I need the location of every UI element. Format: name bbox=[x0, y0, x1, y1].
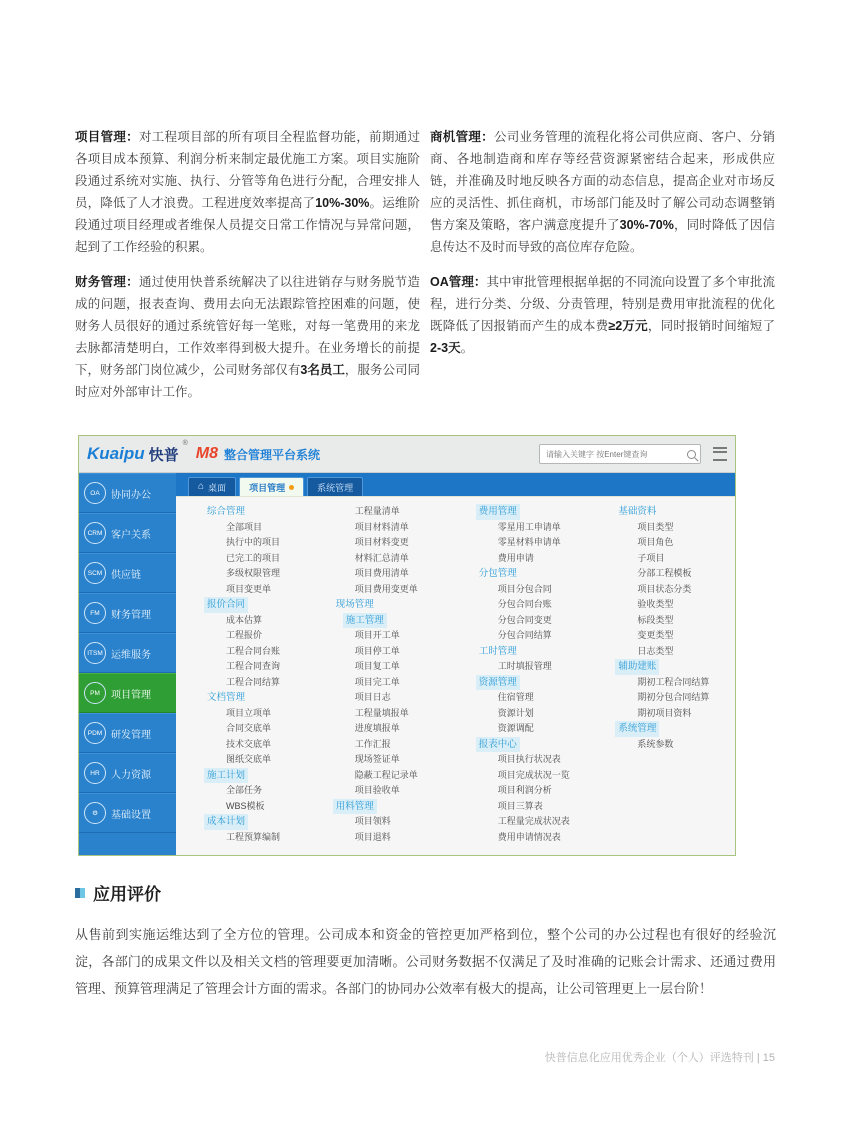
menu-category-辅助建账: 辅助建账 bbox=[615, 659, 659, 675]
menu-category-资源管理: 资源管理 bbox=[476, 675, 520, 691]
menu-item-零星用工申请单[interactable]: 零星用工申请单 bbox=[497, 521, 561, 532]
article-column-right bbox=[430, 126, 775, 416]
menu-item-材料汇总清单[interactable]: 材料汇总清单 bbox=[354, 552, 409, 563]
tab-项目管理[interactable] bbox=[239, 477, 304, 496]
article-columns bbox=[75, 126, 775, 416]
menu-item-执行中的项目[interactable]: 执行中的项目 bbox=[226, 537, 281, 547]
tab-桌面[interactable] bbox=[188, 477, 236, 496]
menu-item-项目执行状况表[interactable]: 项目执行状况表 bbox=[497, 754, 561, 764]
fm-module-icon: FM bbox=[84, 602, 106, 624]
article-bold-text: 3名员工 bbox=[300, 363, 345, 377]
app-header bbox=[79, 436, 735, 473]
search-box bbox=[539, 444, 701, 464]
menu-item-进度填报单[interactable]: 进度填报单 bbox=[354, 723, 400, 733]
kuaipu-m8-screenshot bbox=[78, 435, 736, 856]
menu-item-项目完成状况一览[interactable]: 项目完成状况一览 bbox=[497, 769, 570, 780]
tab-bar bbox=[176, 473, 735, 496]
menu-item-住宿管理[interactable]: 住宿管理 bbox=[497, 692, 534, 702]
sidebar-item-label: 客户关系 bbox=[111, 529, 151, 541]
menu-group bbox=[476, 737, 610, 846]
tab-active-marker bbox=[289, 485, 294, 490]
menu-group bbox=[476, 504, 610, 566]
article-text: 公司业务管理的流程化将公司供应商、客户、分销商、各地制造商和库存等经营资源紧密结合起来，形成供应链，并准确及时地反映各方面的动态信息，提高企业对市场反应的灵活性、抓住商机，市场部门能及时了解公司动态调整销售方案及策略，客户满意度提升了 bbox=[430, 130, 775, 232]
article-text: 。运维阶段通过项目经理或者维保人员提交日常工作情况与异常问题，起到了工作经验的积累。 bbox=[75, 196, 420, 254]
sidebar-item-协同办公[interactable] bbox=[79, 473, 176, 513]
menu-item-合同交底单[interactable]: 合同交底单 bbox=[226, 723, 272, 733]
article-column-left bbox=[75, 126, 420, 416]
section-bullet-icon bbox=[75, 888, 85, 898]
registered-mark: ® bbox=[182, 440, 188, 447]
sidebar-item-label: 供应链 bbox=[111, 569, 141, 581]
menu-group bbox=[615, 721, 725, 752]
article-text: 对工程项目部的所有项目全程监督功能，前期通过各项目成本预算、利润分析来制定最优施工方案。项目实施阶段通过系统对实施、执行、分管等角色进行分配，合理安排人员，降低了人才浪费。工程进度效率提高了 bbox=[75, 130, 420, 210]
menu-item-项目分包合同[interactable]: 项目分包合同 bbox=[497, 583, 552, 594]
article-paragraph bbox=[430, 271, 775, 359]
sidebar-item-label: 项目管理 bbox=[111, 689, 151, 701]
menu-item-项目费用变更单[interactable]: 项目费用变更单 bbox=[354, 583, 418, 594]
review-body: 从售前到实施运维达到了全方位的管理。公司成本和资金的管控更加严格到位，整个公司的办公过程也有很好的经验沉淀，各部门的成果文件以及相关文档的管理要更加清晰。公司财务数据不仅满足了及时准确的记账会计需求、还通过费用管理、预算管理满足了管理会计方面的需求。各部门的协同办公效率有极大的提高，让公司管理更上一层台阶！ bbox=[75, 927, 776, 996]
menu-category-综合管理: 综合管理 bbox=[207, 506, 246, 517]
search-input[interactable] bbox=[544, 449, 684, 460]
menu-item-全部任务[interactable]: 全部任务 bbox=[226, 785, 263, 795]
crm-module-icon: CRM bbox=[84, 522, 106, 544]
sidebar-item-客户关系[interactable] bbox=[79, 513, 176, 553]
article-bold-text: 商机管理： bbox=[430, 130, 494, 144]
article-text: 。 bbox=[460, 341, 474, 355]
menu-item-项目验收单[interactable]: 项目验收单 bbox=[354, 785, 400, 795]
article-text: ，服务公司同时应对外部审计工作。 bbox=[75, 363, 420, 399]
menu-item-分包合同台账[interactable]: 分包合同台账 bbox=[497, 599, 552, 609]
menu-column-3 bbox=[476, 504, 610, 851]
menu-category-系统管理: 系统管理 bbox=[615, 721, 659, 737]
menu-category-文档管理: 文档管理 bbox=[207, 692, 246, 703]
logo-product: M8 bbox=[195, 445, 219, 462]
menu-column-2 bbox=[333, 504, 470, 851]
tab-系统管理[interactable] bbox=[307, 477, 363, 496]
menu-item-费用申请[interactable]: 费用申请 bbox=[497, 552, 534, 563]
sidebar-item-label: 运维服务 bbox=[111, 649, 151, 661]
review-heading bbox=[75, 880, 776, 905]
pdm-module-icon: PDM bbox=[84, 722, 106, 744]
menu-group bbox=[615, 504, 725, 659]
article-paragraph bbox=[75, 271, 420, 403]
menu-category-现场管理: 现场管理 bbox=[335, 599, 374, 610]
menu-item-期初项目资料[interactable]: 期初项目资料 bbox=[637, 707, 692, 718]
menu-item-工程合同结算[interactable]: 工程合同结算 bbox=[226, 676, 281, 687]
menu-item-项目停工单[interactable]: 项目停工单 bbox=[354, 645, 400, 656]
menu-item-工程合同台账[interactable]: 工程合同台账 bbox=[226, 645, 281, 656]
menu-item-项目变更单[interactable]: 项目变更单 bbox=[226, 583, 272, 594]
menu-item-工程报价[interactable]: 工程报价 bbox=[226, 630, 263, 640]
article-bold-text: ≥2万元 bbox=[608, 319, 648, 333]
menu-group bbox=[615, 659, 725, 721]
oa-module-icon: OA bbox=[84, 482, 106, 504]
sidebar-item-财务管理[interactable] bbox=[79, 593, 176, 633]
menu-group bbox=[476, 675, 610, 737]
menu-item-分部工程模板[interactable]: 分部工程模板 bbox=[637, 568, 692, 578]
menu-category-施工计划: 施工计划 bbox=[204, 768, 248, 784]
menu-item-工程预算编制[interactable]: 工程预算编制 bbox=[226, 831, 281, 842]
menu-panel bbox=[176, 496, 735, 855]
menu-item-项目材料清单[interactable]: 项目材料清单 bbox=[354, 521, 409, 532]
menu-category-分包管理: 分包管理 bbox=[478, 568, 517, 579]
menu-category-报价合同: 报价合同 bbox=[204, 597, 248, 613]
sidebar-item-label: 基础设置 bbox=[111, 809, 151, 821]
menu-item-期初分包合同结算[interactable]: 期初分包合同结算 bbox=[637, 692, 710, 702]
menu-item-日志类型[interactable]: 日志类型 bbox=[637, 645, 674, 656]
sidebar-item-供应链[interactable] bbox=[79, 553, 176, 593]
menu-group bbox=[204, 504, 327, 597]
review-section bbox=[75, 880, 776, 1002]
article-text: ，同时降低了因信息传达不及时而导致的高位库存危险。 bbox=[430, 218, 775, 254]
menu-group bbox=[333, 613, 470, 799]
logo-title: 整合管理平台系统 bbox=[224, 447, 321, 462]
menu-group bbox=[333, 504, 470, 597]
sidebar-item-运维服务[interactable] bbox=[79, 633, 176, 673]
menu-item-WBS模板[interactable]: WBS模板 bbox=[226, 800, 265, 811]
menu-group bbox=[204, 690, 327, 768]
article-text: 通过使用快普系统解决了以往进销存与财务脱节造成的问题，报表查询、费用去向无法跟踪管控困难的问题，使财务人员很好的通过系统管好每一笔账，对每一笔费用的来龙去脉都清楚明白，工作效率得到极大提升。在业务增长的前提下，财务部门岗位减少，公司财务部仅有 bbox=[75, 275, 420, 377]
menu-category-工时管理: 工时管理 bbox=[478, 645, 517, 657]
menu-item-零星材料申请单[interactable]: 零星材料申请单 bbox=[497, 537, 561, 547]
menu-group bbox=[204, 597, 327, 690]
article-paragraph bbox=[75, 126, 420, 258]
menu-item-成本估算[interactable]: 成本估算 bbox=[226, 614, 263, 625]
sidebar-item-研发管理[interactable] bbox=[79, 713, 176, 753]
tab-label: 桌面 bbox=[208, 482, 227, 493]
menu-item-分包合同变更[interactable]: 分包合同变更 bbox=[497, 614, 552, 625]
review-title: 应用评价 bbox=[93, 885, 161, 904]
article-bold-text: 30%-70% bbox=[619, 218, 674, 232]
menu-item-项目复工单[interactable]: 项目复工单 bbox=[354, 661, 400, 671]
menu-category-费用管理: 费用管理 bbox=[476, 504, 520, 520]
menu-item-项目三算表[interactable]: 项目三算表 bbox=[497, 800, 543, 811]
menu-group bbox=[204, 768, 327, 815]
menu-item-全部项目[interactable]: 全部项目 bbox=[226, 521, 263, 532]
menu-item-子项目[interactable]: 子项目 bbox=[637, 552, 665, 563]
menu-item-项目类型[interactable]: 项目类型 bbox=[637, 521, 674, 532]
article-bold-text: 财务管理： bbox=[75, 275, 139, 289]
menu-item-标段类型[interactable]: 标段类型 bbox=[637, 614, 674, 625]
menu-item-项目费用清单[interactable]: 项目费用清单 bbox=[354, 568, 409, 578]
tab-label: 项目管理 bbox=[249, 482, 286, 493]
menu-category-报表中心: 报表中心 bbox=[476, 737, 520, 753]
article-text: 其中审批管理根据单据的不同流向设置了多个审批流程，进行分类、分级、分责管理，特别是费用审批流程的优化既降低了因报销而产生的成本费 bbox=[430, 275, 775, 333]
menu-group bbox=[476, 644, 610, 675]
search-icon[interactable] bbox=[687, 450, 696, 459]
menu-category-施工管理: 施工管理 bbox=[343, 613, 387, 629]
menu-item-工程量填报单[interactable]: 工程量填报单 bbox=[354, 707, 409, 718]
logo-latin: Kuaipu bbox=[87, 444, 145, 463]
menu-item-系统参数[interactable]: 系统参数 bbox=[637, 738, 674, 749]
article-bold-text: OA管理： bbox=[430, 275, 487, 289]
menu-column-1 bbox=[204, 504, 327, 851]
sidebar-item-人力资源[interactable] bbox=[79, 753, 176, 793]
article-bold-text: 10%-30% bbox=[315, 196, 370, 210]
sidebar-item-项目管理[interactable] bbox=[79, 673, 176, 713]
menu-item-现场签证单[interactable]: 现场签证单 bbox=[354, 754, 400, 764]
menu-item-工时填报管理[interactable]: 工时填报管理 bbox=[497, 661, 552, 671]
module-sidebar bbox=[79, 473, 176, 855]
menu-item-工作汇报[interactable]: 工作汇报 bbox=[354, 738, 391, 749]
sidebar-item-label: 财务管理 bbox=[111, 609, 151, 621]
menu-item-验收类型[interactable]: 验收类型 bbox=[637, 599, 674, 609]
menu-column-4 bbox=[615, 504, 725, 851]
menu-group bbox=[333, 597, 470, 613]
menu-item-技术交底单[interactable]: 技术交底单 bbox=[226, 738, 272, 749]
page-footer: 快普信息化应用优秀企业（个人）评选特刊 | 15 bbox=[544, 1052, 775, 1064]
article-bold-text: 2-3天 bbox=[430, 341, 461, 355]
menu-item-项目日志[interactable]: 项目日志 bbox=[354, 692, 391, 702]
hr-module-icon: HR bbox=[84, 762, 106, 784]
menu-item-项目退料[interactable]: 项目退料 bbox=[354, 831, 391, 842]
menu-item-项目开工单[interactable]: 项目开工单 bbox=[354, 630, 400, 640]
menu-item-资源调配[interactable]: 资源调配 bbox=[497, 723, 534, 733]
logo-cn: 快普 bbox=[148, 446, 179, 464]
menu-item-工程量完成状况表[interactable]: 工程量完成状况表 bbox=[497, 816, 570, 826]
menu-item-项目角色[interactable]: 项目角色 bbox=[637, 537, 674, 547]
menu-category-成本计划: 成本计划 bbox=[204, 814, 248, 830]
home-icon: ⌂ bbox=[198, 481, 205, 492]
menu-group bbox=[204, 814, 327, 845]
menu-group bbox=[333, 799, 470, 846]
menu-category-用料管理: 用料管理 bbox=[333, 799, 377, 815]
sidebar-item-label: 人力资源 bbox=[111, 769, 151, 781]
menu-group bbox=[476, 566, 610, 644]
menu-item-项目领料[interactable]: 项目领料 bbox=[354, 816, 391, 826]
menu-item-隐蔽工程记录单[interactable]: 隐蔽工程记录单 bbox=[354, 769, 418, 780]
article-paragraph bbox=[430, 126, 775, 258]
gear-module-icon: ⚙ bbox=[84, 802, 106, 824]
tab-label: 系统管理 bbox=[317, 482, 354, 493]
scm-module-icon: SCM bbox=[84, 562, 106, 584]
menu-item-分包合同结算[interactable]: 分包合同结算 bbox=[497, 630, 552, 640]
hamburger-menu-icon[interactable] bbox=[713, 447, 727, 461]
app-main bbox=[176, 473, 735, 855]
menu-item-项目状态分类[interactable]: 项目状态分类 bbox=[637, 583, 692, 594]
menu-item-费用申请情况表[interactable]: 费用申请情况表 bbox=[497, 831, 561, 842]
sidebar-item-label: 研发管理 bbox=[111, 729, 151, 741]
menu-item-项目完工单[interactable]: 项目完工单 bbox=[354, 676, 400, 687]
sidebar-item-基础设置[interactable] bbox=[79, 793, 176, 833]
pm-module-icon: PM bbox=[84, 682, 106, 704]
menu-item-图纸交底单[interactable]: 图纸交底单 bbox=[226, 754, 272, 764]
menu-item-项目利润分析[interactable]: 项目利润分析 bbox=[497, 785, 552, 795]
menu-item-工程量清单[interactable]: 工程量清单 bbox=[354, 506, 400, 516]
app-body bbox=[79, 473, 735, 855]
menu-item-期初工程合同结算[interactable]: 期初工程合同结算 bbox=[637, 676, 710, 687]
article-bold-text: 项目管理： bbox=[75, 130, 139, 144]
sidebar-item-label: 协同办公 bbox=[111, 489, 151, 501]
article-text: ，同时报销时间缩短了 bbox=[647, 319, 775, 333]
menu-item-多级权限管理[interactable]: 多级权限管理 bbox=[226, 568, 281, 578]
menu-category-基础资料: 基础资料 bbox=[618, 506, 657, 517]
menu-item-项目立项单[interactable]: 项目立项单 bbox=[226, 707, 272, 718]
menu-item-已完工的项目[interactable]: 已完工的项目 bbox=[226, 552, 281, 563]
menu-item-工程合同查询[interactable]: 工程合同查询 bbox=[226, 661, 281, 671]
menu-item-变更类型[interactable]: 变更类型 bbox=[637, 630, 674, 640]
itsm-module-icon: ITSM bbox=[84, 642, 106, 664]
menu-item-资源计划[interactable]: 资源计划 bbox=[497, 707, 534, 718]
menu-item-项目材料变更[interactable]: 项目材料变更 bbox=[354, 537, 409, 547]
